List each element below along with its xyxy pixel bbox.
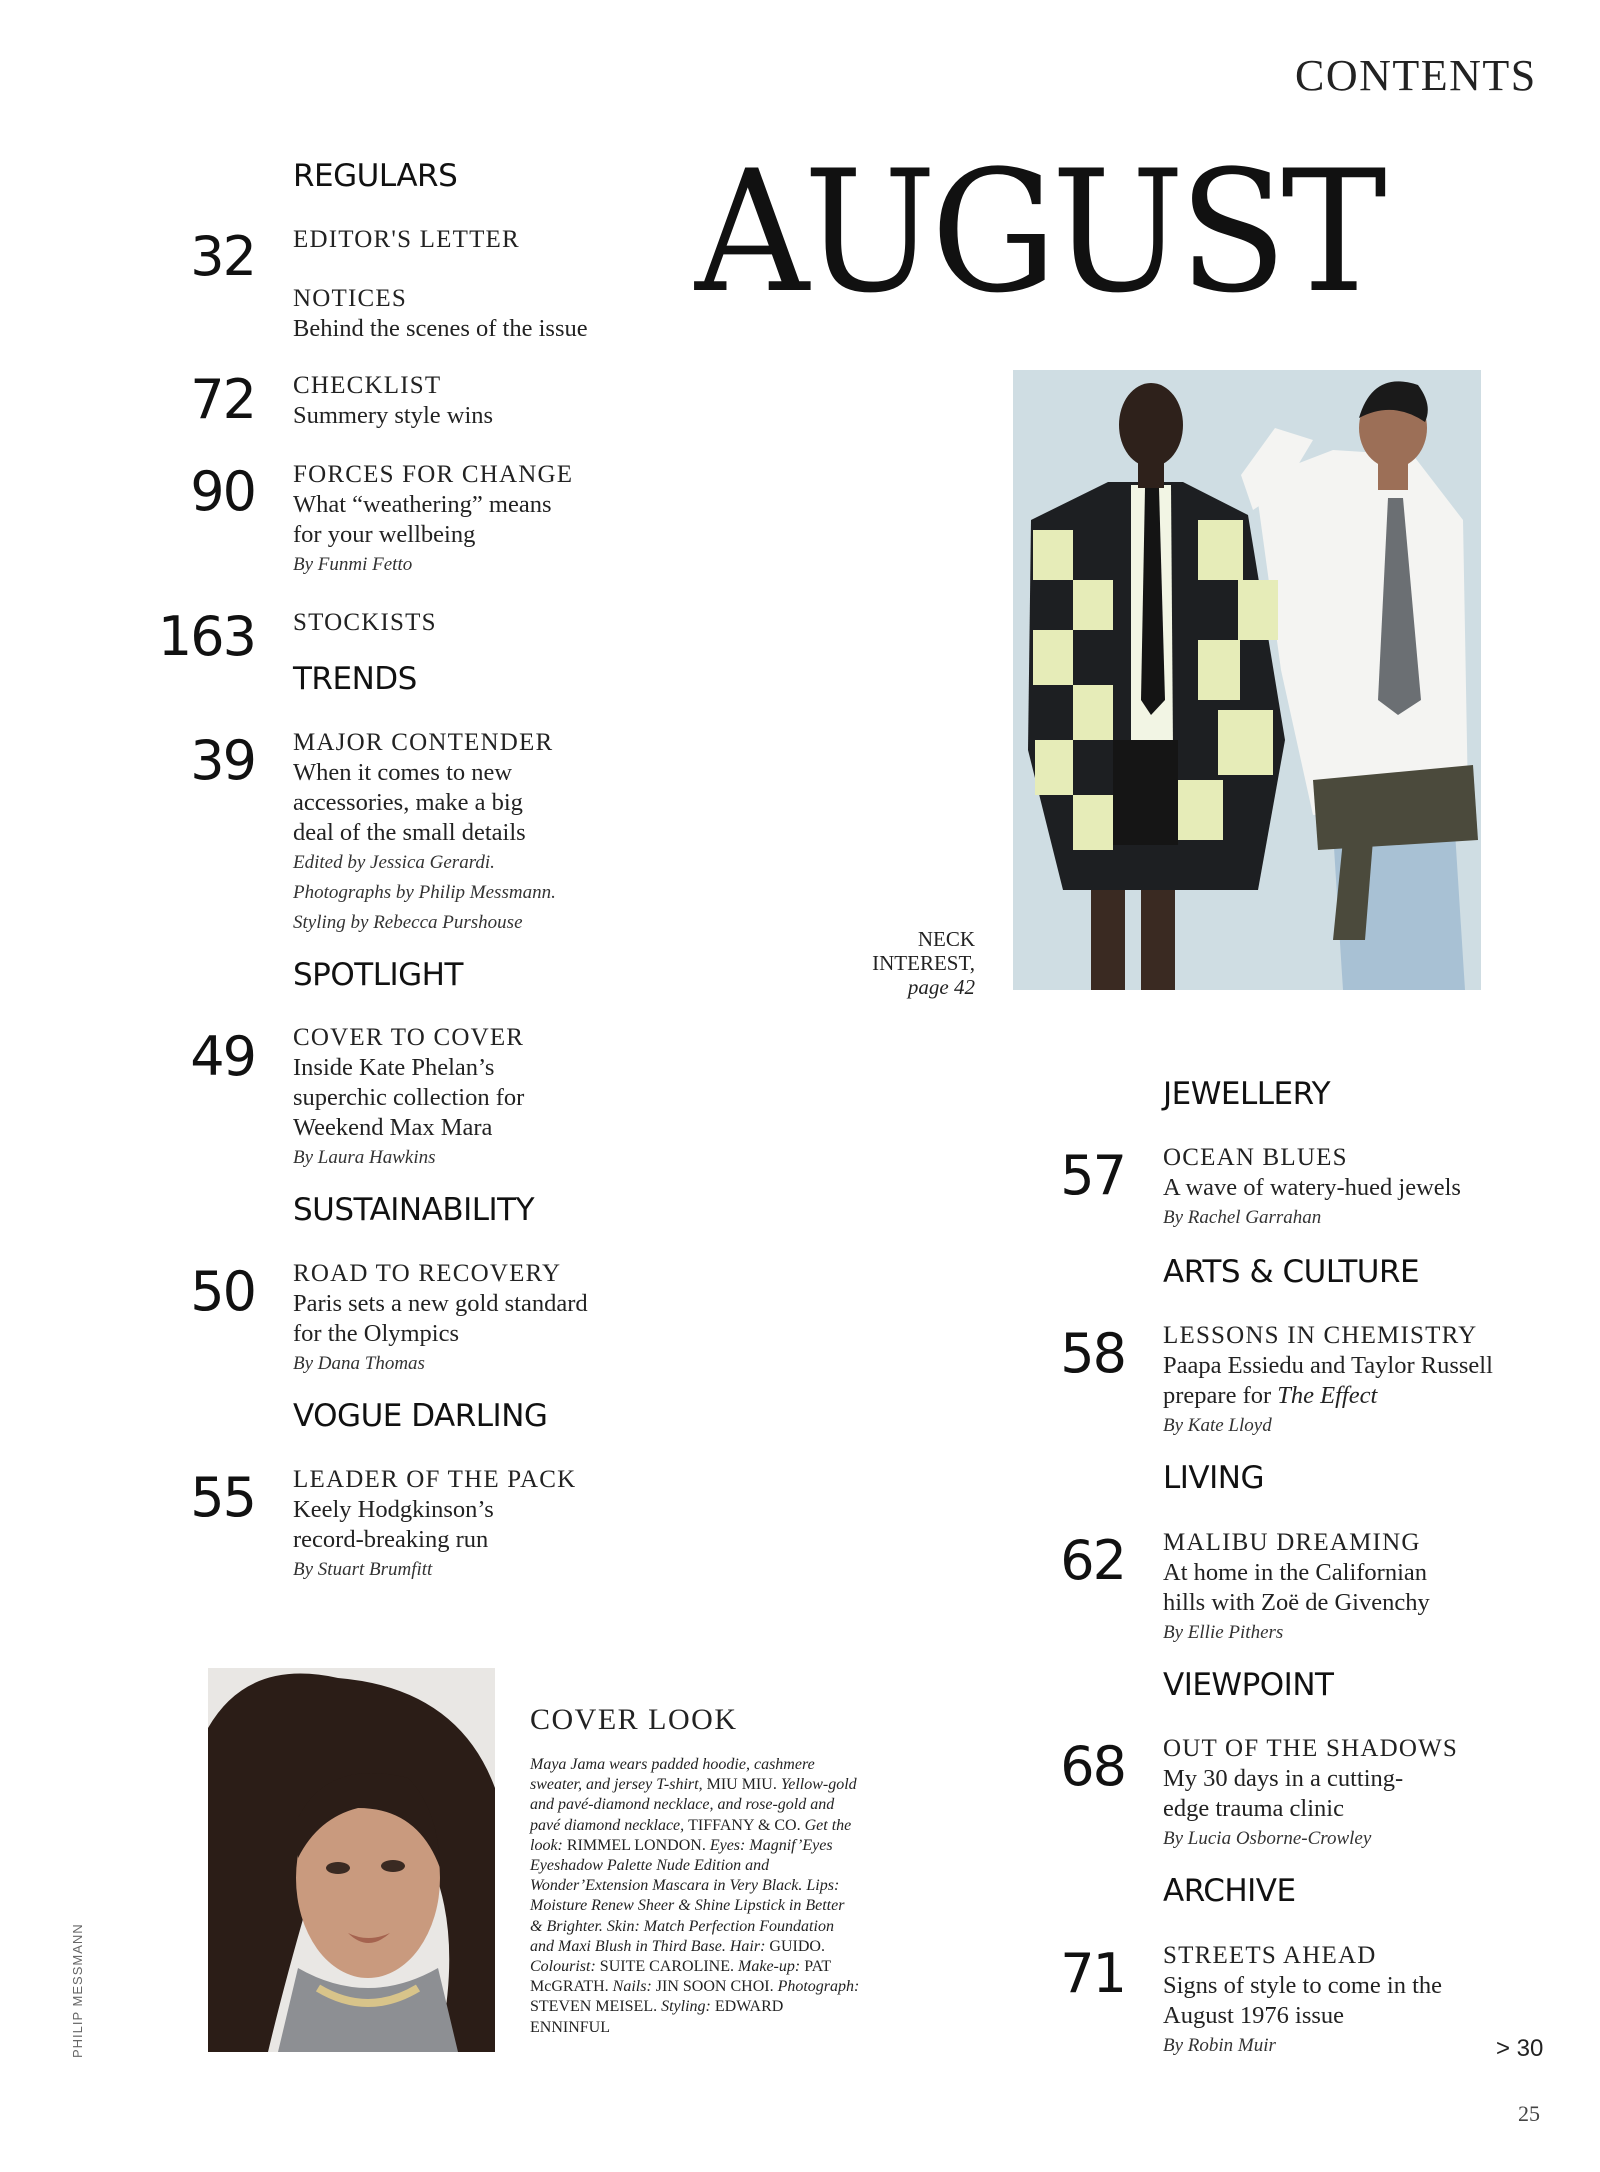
section-header-contents: CONTENTS <box>1295 51 1537 100</box>
caption-line: INTEREST, <box>872 951 975 975</box>
credit-text: Styling: <box>657 1998 715 2016</box>
page-number: 32 <box>190 225 255 288</box>
entry-desc-italic: The Effect <box>1277 1382 1378 1409</box>
entry-desc-text: Paapa Essiedu and Taylor Russell prepare for <box>1163 1352 1493 1409</box>
page-number: 71 <box>1060 1942 1125 2005</box>
entry-byline: By Kate Lloyd <box>1163 1415 1272 1436</box>
entry-title-editors-letter[interactable]: EDITOR'S LETTER <box>293 226 520 253</box>
section-label-living: LIVING <box>1163 1460 1264 1496</box>
entry-desc: What “weathering” means for your wellbeing <box>293 491 552 548</box>
credit-brand: RIMMEL LONDON. <box>566 1836 706 1854</box>
section-label-trends: TRENDS <box>293 661 417 697</box>
entry-byline: Styling by Rebecca Purshouse <box>293 912 523 933</box>
section-label-archive: ARCHIVE <box>1163 1873 1296 1909</box>
page-number: 50 <box>190 1260 255 1323</box>
page-number: 58 <box>1060 1322 1125 1385</box>
cover-look-credits <box>530 1755 860 2038</box>
page-number: 49 <box>190 1025 255 1088</box>
entry-byline: By Stuart Brumfitt <box>293 1559 433 1580</box>
page-number: 72 <box>190 368 255 431</box>
entry-desc: Behind the scenes of the issue <box>293 315 588 342</box>
page-number: 57 <box>1060 1144 1125 1207</box>
entry-desc: My 30 days in a cutting-edge trauma clinic <box>1163 1765 1404 1822</box>
credit-brand: SUITE CAROLINE. <box>599 1958 735 1976</box>
credit-text: Make-up: <box>734 1958 805 1976</box>
credit-brand: TIFFANY & CO. <box>688 1816 801 1834</box>
entry-title-cover-to-cover[interactable]: COVER TO COVER <box>293 1024 525 1051</box>
entry-byline: Edited by Jessica Gerardi. <box>293 852 495 873</box>
page-number: 163 <box>157 605 255 668</box>
entry-byline: By Lucia Osborne-Crowley <box>1163 1828 1372 1849</box>
cover-look-photo <box>208 1668 495 2052</box>
credit-text: Maya Jama wears padded hoodie, cashmere sweater, and jersey T-shirt, <box>530 1756 815 1794</box>
entry-byline: By Dana Thomas <box>293 1353 425 1374</box>
entry-byline: Photographs by Philip Messmann. <box>293 882 556 903</box>
page-number: 90 <box>190 460 255 523</box>
entry-desc: A wave of watery-hued jewels <box>1163 1174 1461 1201</box>
credit-text: Get the look: <box>530 1816 852 1854</box>
section-label-sustainability: SUSTAINABILITY <box>293 1192 535 1228</box>
entry-title-forces-for-change[interactable]: FORCES FOR CHANGE <box>293 461 574 488</box>
photo-credit: PHILIP MESSMANN <box>70 1923 85 2058</box>
caption-page-link[interactable]: page 42 <box>907 975 975 999</box>
page-number: 39 <box>190 729 255 792</box>
credit-brand: PAT McGRATH. <box>530 1958 831 1996</box>
section-label-spotlight: SPOTLIGHT <box>293 957 463 993</box>
entry-byline: By Rachel Garrahan <box>1163 1207 1322 1228</box>
caption-line: NECK <box>917 927 975 951</box>
entry-byline: By Laura Hawkins <box>293 1147 436 1168</box>
credit-brand: JIN SOON CHOI. <box>655 1978 774 1996</box>
section-label-jewellery: JEWELLERY <box>1163 1076 1331 1112</box>
credit-brand: EDWARD ENNINFUL <box>530 1998 784 2036</box>
entry-title-checklist[interactable]: CHECKLIST <box>293 372 442 399</box>
entry-desc: Paris sets a new gold standard for the Olympics <box>293 1290 588 1347</box>
entry-desc <box>1163 1351 1493 1411</box>
credit-text: Nails: <box>608 1978 656 1996</box>
section-label-regulars: REGULARS <box>293 158 458 194</box>
credit-text: Photograph: <box>773 1978 860 1996</box>
continue-link[interactable]: > 30 <box>1496 2035 1544 2062</box>
section-label-arts-culture: ARTS & CULTURE <box>1163 1254 1420 1290</box>
credit-text: Eyes: Magnif’Eyes Eyeshadow Palette Nude Edition and Wonder’Extension Mascara in Very Black. Lips: Moisture Renew Sheer & Shine Lipstick in Better & Brighter. Skin: Match Perfection Foundation and Maxi Blush in Third Base. Hair: <box>530 1836 845 1955</box>
page-number: 55 <box>190 1466 255 1529</box>
entry-desc: Signs of style to come in the August 1976 issue <box>1163 1972 1442 2029</box>
entry-title-out-of-the-shadows[interactable]: OUT OF THE SHADOWS <box>1163 1735 1459 1762</box>
entry-byline: By Robin Muir <box>1163 2035 1276 2056</box>
entry-desc: When it comes to new accessories, make a big deal of the small details <box>293 759 526 846</box>
credit-brand: MIU MIU. <box>706 1776 777 1794</box>
feature-photo-illustration <box>1013 370 1481 990</box>
entry-desc: Inside Kate Phelan’s superchic collection for Weekend Max Mara <box>293 1054 525 1141</box>
entry-title-ocean-blues[interactable]: OCEAN BLUES <box>1163 1144 1348 1171</box>
entry-title-stockists[interactable]: STOCKISTS <box>293 609 437 636</box>
photo-caption <box>800 927 975 999</box>
cover-look-title: COVER LOOK <box>530 1703 738 1736</box>
entry-byline: By Ellie Pithers <box>1163 1622 1284 1643</box>
cover-look-illustration <box>208 1668 495 2052</box>
entry-title-notices[interactable]: NOTICES <box>293 285 407 312</box>
credit-brand: STEVEN MEISEL. <box>530 1998 658 2016</box>
credit-brand: GUIDO. <box>769 1937 825 1955</box>
credit-text: Colourist: <box>530 1958 600 1976</box>
feature-photo <box>1013 370 1481 990</box>
entry-desc: At home in the Californian hills with Zoë de Givenchy <box>1163 1559 1430 1616</box>
page-number: 68 <box>1060 1735 1125 1798</box>
issue-month-title: AUGUST <box>695 134 1382 330</box>
entry-title-leader-of-the-pack[interactable]: LEADER OF THE PACK <box>293 1466 577 1493</box>
entry-title-lessons-in-chemistry[interactable]: LESSONS IN CHEMISTRY <box>1163 1322 1478 1349</box>
entry-title-malibu-dreaming[interactable]: MALIBU DREAMING <box>1163 1529 1421 1556</box>
entry-title-major-contender[interactable]: MAJOR CONTENDER <box>293 729 554 756</box>
entry-title-streets-ahead[interactable]: STREETS AHEAD <box>1163 1942 1377 1969</box>
section-label-vogue-darling: VOGUE DARLING <box>293 1398 548 1434</box>
entry-title-road-to-recovery[interactable]: ROAD TO RECOVERY <box>293 1260 562 1287</box>
section-label-viewpoint: VIEWPOINT <box>1163 1667 1334 1703</box>
entry-byline: By Funmi Fetto <box>293 554 413 575</box>
entry-desc: Summery style wins <box>293 402 494 429</box>
page-number-footer: 25 <box>1518 2101 1540 2126</box>
page-number: 62 <box>1060 1529 1125 1592</box>
entry-desc: Keely Hodgkinson’s record-breaking run <box>293 1496 494 1553</box>
credit-text: Yellow-gold and pavé-diamond necklace, and rose-gold and pavé diamond necklace, <box>530 1776 857 1834</box>
